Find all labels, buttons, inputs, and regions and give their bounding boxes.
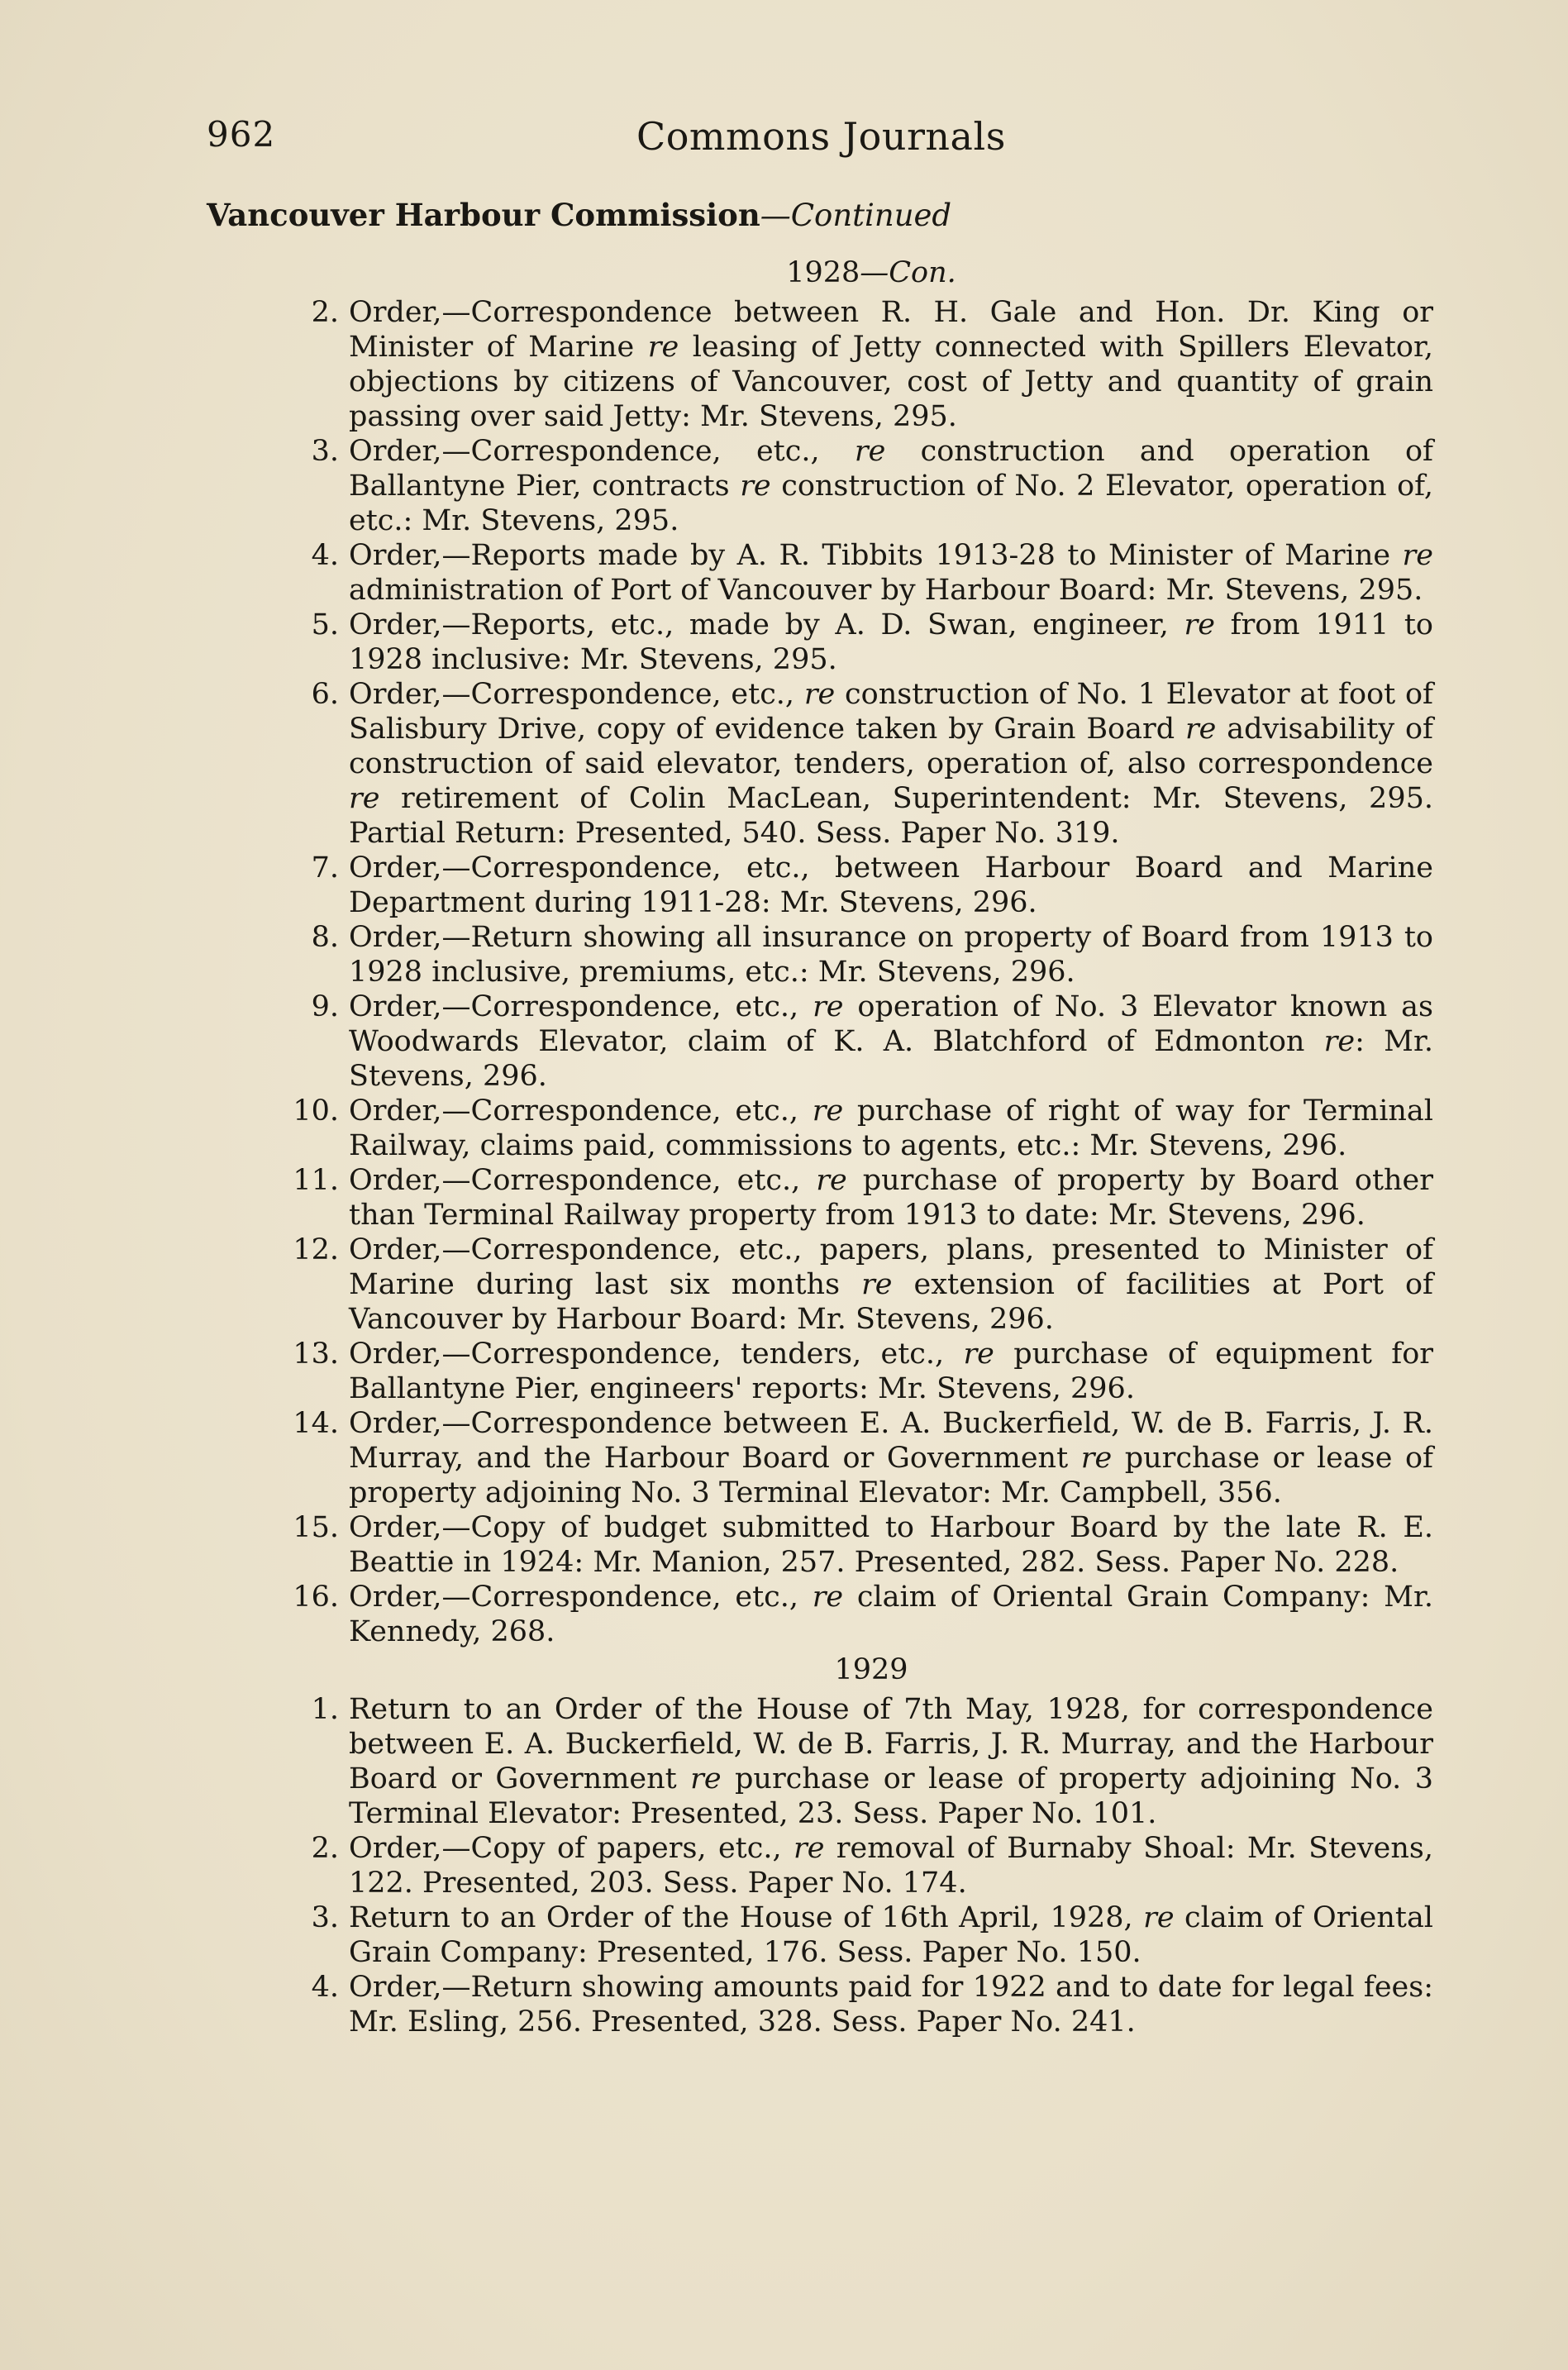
entry-number: 1. [311, 1693, 339, 1726]
entry-item [276, 1163, 1433, 1233]
entry-text: Order,—Reports, etc., made by A. D. Swan, engineer, re from 1911 to 1928 inclusive: Mr. Stevens, 295. [349, 608, 1434, 676]
entry-item [276, 851, 1433, 920]
year-label: 1928 [786, 256, 860, 289]
entry-number: 12. [293, 1233, 339, 1266]
entry-text: Order,—Correspondence between E. A. Buckerfield, W. de B. Farris, J. R. Murray, and the Harbour Board or Government re purchase or lease of property adjoining No. 3 Terminal Elevator: Mr. Campbell, 356. [349, 1407, 1434, 1509]
entry-item [276, 1406, 1433, 1510]
section-continued: —Continued [760, 198, 952, 233]
entry-text: Order,—Return showing all insurance on property of Board from 1913 to 1928 inclusive, premiums, etc.: Mr. Stevens, 296. [349, 921, 1433, 989]
entry-number: 6. [311, 678, 339, 711]
entry-item [276, 1831, 1433, 1900]
section-heading [207, 197, 951, 233]
entry-text: Order,—Correspondence, etc., re claim of Oriental Grain Company: Mr. Kennedy, 268. [349, 1581, 1433, 1648]
entry-text: Order,—Copy of papers, etc., re removal of Burnaby Shoal: Mr. Stevens, 122. Presented, 203. Sess. Paper No. 174. [349, 1832, 1433, 1900]
entry-text: Order,—Correspondence, tenders, etc., re purchase of equipment for Ballantyne Pier, engineers' reports: Mr. Stevens, 296. [349, 1338, 1433, 1405]
entry-number: 10. [293, 1094, 339, 1128]
page-number: 962 [207, 114, 276, 155]
entry-number: 8. [311, 921, 339, 954]
entry-text: Order,—Correspondence, etc., papers, plans, presented to Minister of Marine during last six months re extension of facilities at Port of Vancouver by Harbour Board: Mr. Stevens, 296. [349, 1233, 1433, 1336]
entry-number: 14. [293, 1407, 339, 1440]
year-label: 1929 [834, 1653, 908, 1686]
entry-item [276, 434, 1433, 538]
entry-text: Return to an Order of the House of 16th April, 1928, re claim of Oriental Grain Company: Presented, 176. Sess. Paper No. 150. [349, 1901, 1434, 1969]
entry-number: 15. [293, 1511, 339, 1544]
entry-number: 4. [311, 539, 339, 572]
entry-item [276, 538, 1433, 608]
entries-list [276, 252, 1433, 2039]
entry-item [276, 608, 1433, 677]
entry-item [276, 1580, 1433, 1649]
entry-item [276, 1510, 1433, 1580]
entry-text: Order,—Correspondence, etc., between Harbour Board and Marine Department during 1911-28: Mr. Stevens, 296. [349, 851, 1433, 919]
section-title: Vancouver Harbour Commission [207, 197, 760, 233]
entry-text: Order,—Correspondence, etc., re construction and operation of Ballantyne Pier, contracts re construction of No. 2 Elevator, operation of, etc.: Mr. Stevens, 295. [349, 435, 1433, 537]
entry-item [276, 1337, 1433, 1406]
year-heading [276, 1652, 1433, 1687]
year-heading [276, 255, 1433, 290]
entry-text: Order,—Correspondence, etc., re operation of No. 3 Elevator known as Woodwards Elevator, claim of K. A. Blatchford of Edmonton re: Mr. Stevens, 296. [349, 990, 1433, 1093]
entry-item [276, 1970, 1433, 2039]
entry-number: 4. [311, 1971, 339, 2004]
entry-item [276, 1233, 1433, 1337]
entry-text: Order,—Return showing amounts paid for 1922 and to date for legal fees: Mr. Esling, 256. Presented, 328. Sess. Paper No. 241. [349, 1971, 1433, 2039]
entry-text: Order,—Correspondence, etc., re purchase of right of way for Terminal Railway, claims paid, commissions to agents, etc.: Mr. Stevens, 296. [349, 1094, 1433, 1162]
entry-text: Order,—Reports made by A. R. Tibbits 1913-28 to Minister of Marine re administration of Port of Vancouver by Harbour Board: Mr. Stevens, 295. [349, 539, 1433, 607]
entry-number: 11. [293, 1164, 339, 1197]
entry-number: 3. [311, 435, 339, 468]
entry-number: 16. [293, 1581, 339, 1614]
entry-text: Order,—Correspondence between R. H. Gale and Hon. Dr. King or Minister of Marine re leasing of Jetty connected with Spillers Elevator, objections by citizens of Vancouver, cost of Jetty and quantity of grain passing over said Jetty: Mr. Stevens, 295. [349, 296, 1433, 433]
entry-number: 13. [293, 1338, 339, 1371]
entry-number: 3. [311, 1901, 339, 1934]
entry-number: 5. [311, 608, 339, 641]
entry-item [276, 1900, 1433, 1970]
entry-number: 9. [311, 990, 339, 1023]
entry-item [276, 920, 1433, 989]
entry-item [276, 1094, 1433, 1163]
entry-number: 7. [311, 851, 339, 885]
entry-number: 2. [311, 296, 339, 329]
entry-text: Order,—Copy of budget submitted to Harbour Board by the late R. E. Beattie in 1924: Mr. Manion, 257. Presented, 282. Sess. Paper No. 228. [349, 1511, 1433, 1579]
entry-text: Return to an Order of the House of 7th May, 1928, for correspondence between E. A. Buckerfield, W. de B. Farris, J. R. Murray, and the Harbour Board or Government re purchase or lease of property adjoining No. 3 Terminal Elevator: Presented, 23. Sess. Paper No. 101. [349, 1693, 1433, 1830]
entry-item [276, 677, 1433, 851]
entry-text: Order,—Correspondence, etc., re purchase of property by Board other than Terminal Railway property from 1913 to date: Mr. Stevens, 296. [349, 1164, 1433, 1232]
entry-item [276, 295, 1433, 434]
entry-item [276, 989, 1433, 1094]
entry-item [276, 1692, 1433, 1831]
entry-number: 2. [311, 1832, 339, 1865]
page-header [207, 114, 1430, 164]
entry-text: Order,—Correspondence, etc., re construction of No. 1 Elevator at foot of Salisbury Drive, copy of evidence taken by Grain Board re advisability of construction of said elevator, tenders, operation of, also correspondence re retirement of Colin MacLean, Superintendent: Mr. Stevens, 295. Partial Return: Presented, 540. Sess. Paper No. 319. [349, 678, 1433, 850]
running-head: Commons Journals [636, 114, 1006, 159]
year-suffix: —Con. [860, 256, 956, 289]
